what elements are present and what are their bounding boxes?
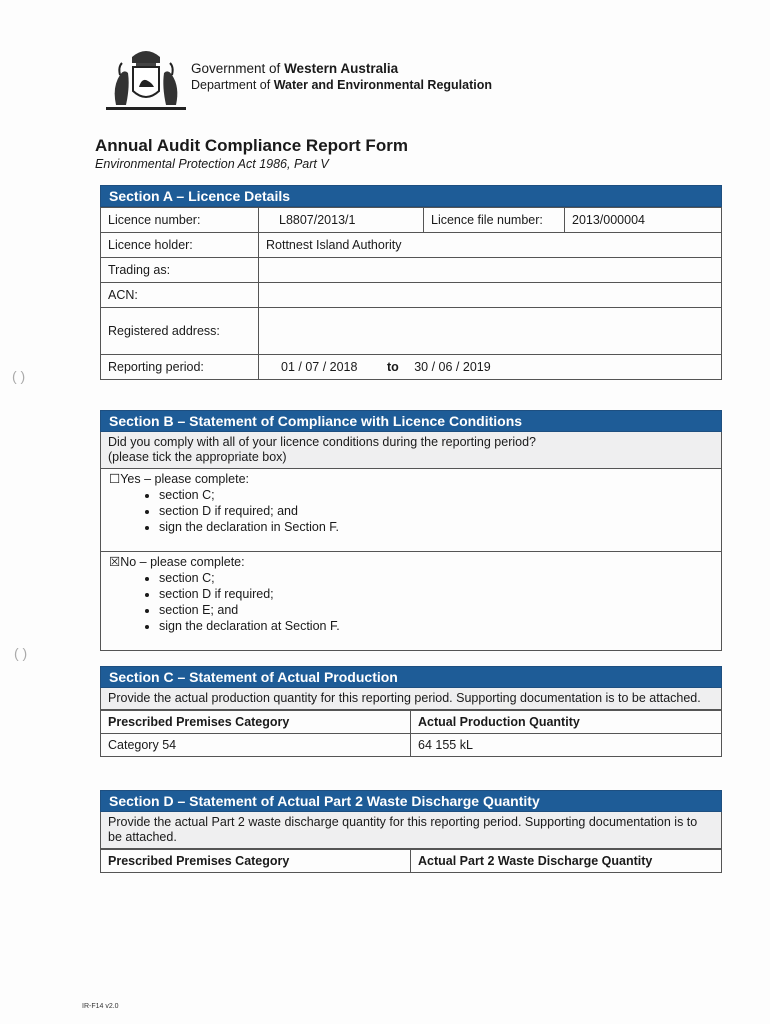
- no-item: • sign the declaration at Section F.: [159, 618, 713, 634]
- licence-number-label: Licence number:: [101, 208, 259, 233]
- yes-option: [100, 469, 722, 552]
- no-item: • section C;: [159, 570, 713, 586]
- period-to: to: [386, 360, 399, 374]
- no-item: • section D if required;: [159, 586, 713, 602]
- period-value: [259, 355, 722, 380]
- no-item: • section E; and: [159, 602, 713, 618]
- category-header: Prescribed Premises Category: [101, 711, 411, 734]
- file-number-value: 2013/000004: [565, 208, 722, 233]
- trading-value: [259, 258, 722, 283]
- file-number-label: Licence file number:: [424, 208, 565, 233]
- period-end: 30 / 06 / 2019: [414, 360, 491, 374]
- wa-crest-logo: [106, 47, 186, 115]
- section-c-note: Provide the actual production quantity for this reporting period. Supporting documentation is to be attached.: [100, 688, 722, 710]
- section-a: [100, 185, 722, 380]
- section-a-heading: Section A – Licence Details: [100, 185, 722, 207]
- quantity-header: Actual Production Quantity: [411, 711, 722, 734]
- waste-discharge-table: [100, 849, 722, 873]
- government-header: Government of Western Australia Department of Water and Environmental Regulation: [191, 61, 493, 92]
- period-start: 01 / 07 / 2018: [281, 360, 358, 374]
- yes-item: • section D if required; and: [159, 503, 713, 519]
- no-checkbox[interactable]: ☒: [109, 555, 121, 569]
- yes-checkbox[interactable]: ☐: [109, 472, 121, 486]
- section-b: [100, 410, 722, 651]
- licence-details-table: [100, 207, 722, 380]
- no-option: [100, 552, 722, 651]
- yes-label: Yes – please complete:: [120, 472, 250, 486]
- section-d: [100, 790, 722, 873]
- acn-value: [259, 283, 722, 308]
- category-header: Prescribed Premises Category: [101, 850, 411, 873]
- form-subtitle: Environmental Protection Act 1986, Part V: [95, 157, 329, 171]
- section-b-question: Did you comply with all of your licence conditions during the reporting period? (please tick the appropriate box): [100, 432, 722, 469]
- section-c: [100, 666, 722, 757]
- binder-hole-mark: ( ): [14, 645, 28, 661]
- section-d-note: Provide the actual Part 2 waste discharge quantity for this reporting period. Supporting documentation is to be attached.: [100, 812, 722, 849]
- binder-hole-mark: ( ): [12, 368, 26, 384]
- category-cell: Category 54: [101, 734, 411, 757]
- licence-number-value: L8807/2013/1: [259, 208, 424, 233]
- yes-item: • section C;: [159, 487, 713, 503]
- production-table: [100, 710, 722, 757]
- period-label: Reporting period:: [101, 355, 259, 380]
- section-d-heading: Section D – Statement of Actual Part 2 Waste Discharge Quantity: [100, 790, 722, 812]
- holder-label: Licence holder:: [101, 233, 259, 258]
- address-value: [259, 308, 722, 355]
- yes-item: • sign the declaration in Section F.: [159, 519, 713, 535]
- discharge-header: Actual Part 2 Waste Discharge Quantity: [411, 850, 722, 873]
- quantity-cell: 64 155 kL: [411, 734, 722, 757]
- holder-value: Rottnest Island Authority: [259, 233, 722, 258]
- form-code: IR-F14 v2.0: [82, 1003, 119, 1010]
- acn-label: ACN:: [101, 283, 259, 308]
- section-b-heading: Section B – Statement of Compliance with Licence Conditions: [100, 410, 722, 432]
- trading-label: Trading as:: [101, 258, 259, 283]
- form-title: Annual Audit Compliance Report Form: [95, 136, 408, 155]
- no-label: No – please complete:: [120, 555, 245, 569]
- address-label: Registered address:: [101, 308, 259, 355]
- section-c-heading: Section C – Statement of Actual Production: [100, 666, 722, 688]
